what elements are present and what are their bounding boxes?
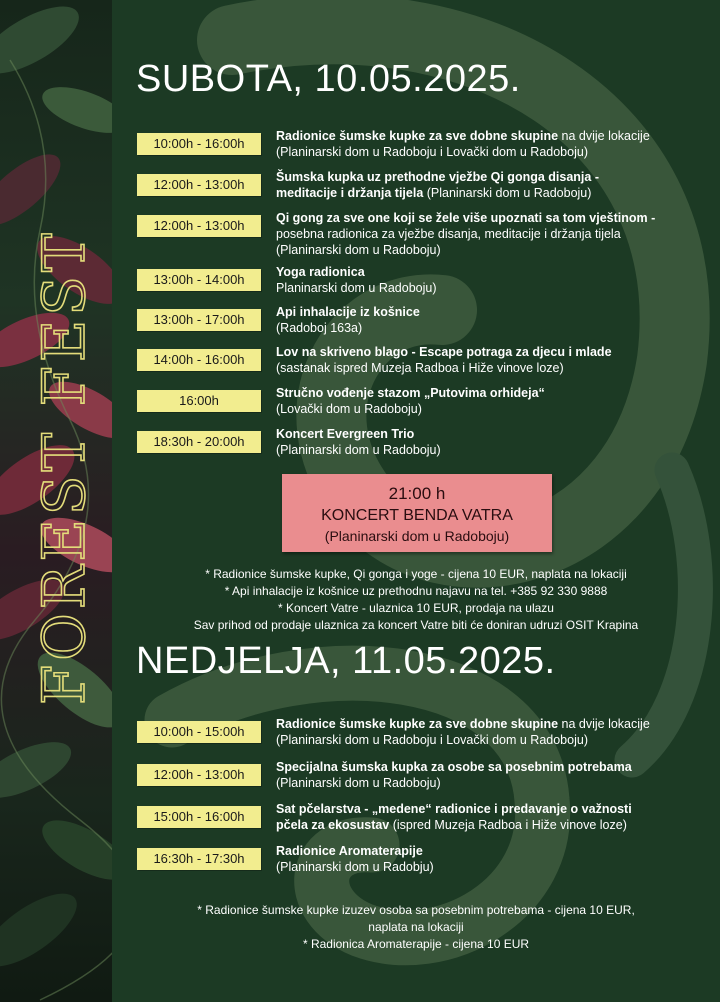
time-badge: 15:00h - 16:00h (137, 806, 261, 828)
event-row (137, 344, 707, 384)
event-title: Api inhalacije iz košnice (276, 305, 420, 319)
event-description (276, 385, 706, 417)
event-row (137, 426, 707, 466)
event-description: Sat pčelarstva - „medene“ radionice i predavanje o važnosti pčela za ekosustav (ispred Muzeja Radboa i Hiže vinove loze) (276, 801, 706, 833)
sunday-title: NEDJELJA, 11.05.2025. (136, 640, 556, 682)
event-description: Radionice šumske kupke za sve dobne skupine na dvije lokacije (Planinarski dom u Radoboju i Lovački dom u Radoboju) (276, 128, 706, 160)
time-badge: 12:00h - 13:00h (137, 215, 261, 237)
event-title: Stručno vođenje stazom „Putovima orhideja“ (276, 386, 545, 400)
event-location: (Planinarski dom u Radoboju) (276, 776, 441, 790)
event-row (137, 210, 707, 257)
program-content (112, 0, 720, 1002)
event-location: (Planinarski dom u Radobju) (276, 860, 434, 874)
event-location: (Planinarski dom u Radoboju i Lovački dom u Radoboju) (276, 145, 588, 159)
saturday-notes (112, 566, 720, 634)
time-badge: 16:00h (137, 390, 261, 412)
time-badge: 18:30h - 20:00h (137, 431, 261, 453)
event-title: Radionice šumske kupke za sve dobne skupine (276, 717, 559, 731)
event-title: Radionice šumske kupke za sve dobne skupine (276, 129, 559, 143)
time-badge: 10:00h - 16:00h (137, 133, 261, 155)
event-row (137, 264, 707, 304)
event-location: (sastanak ispred Muzeja Radboa i Hiže vinove loze) (276, 361, 564, 375)
time-badge: 13:00h - 14:00h (137, 269, 261, 291)
time-badge: 16:30h - 17:30h (137, 848, 261, 870)
event-description (276, 304, 706, 336)
event-location: (Planinarski dom u Radoboju) (423, 186, 592, 200)
event-location: Planinarski dom u Radoboju) (276, 281, 437, 295)
event-description (276, 264, 706, 296)
headline-concert-box (282, 474, 552, 552)
time-badge: 13:00h - 17:00h (137, 309, 261, 331)
note-line: * Koncert Vatre - ulaznica 10 EUR, prodaja na ulazu (278, 601, 554, 615)
event-location: (Lovački dom u Radoboju) (276, 402, 422, 416)
event-description: Radionice šumske kupke za sve dobne skupine na dvije lokacije (Planinarski dom u Radoboju i Lovački dom u Radoboju) (276, 716, 706, 748)
leaf-photo-strip (0, 0, 112, 1002)
event-row (137, 385, 707, 425)
event-title: Sat pčelarstva - „medene“ radionice i predavanje o važnosti (276, 802, 632, 816)
sunday-notes (112, 902, 720, 953)
event-description (276, 843, 706, 875)
event-row (137, 128, 707, 168)
event-title: Šumska kupka uz prethodne vježbe Qi gonga disanja - (276, 170, 599, 184)
note-line: * Radionica Aromaterapije - cijena 10 EUR (302, 937, 530, 951)
event-row (137, 843, 707, 883)
event-title: Radionice Aromaterapije (276, 844, 423, 858)
note-line: * Api inhalacije iz košnice uz prethodnu najavu na tel. +385 92 330 9888 (224, 584, 608, 598)
saturday-title: SUBOTA, 10.05.2025. (136, 58, 521, 100)
time-badge: 12:00h - 13:00h (137, 174, 261, 196)
event-location: (Planinarski dom u Radoboju) (276, 443, 441, 457)
note-line: Sav prihod od prodaje ulaznica za koncert Vatre biti će doniran udruzi OSIT Krapina (193, 618, 639, 632)
event-description: Šumska kupka uz prethodne vježbe Qi gonga disanja - meditacije i držanja tijela (Planinarski dom u Radoboju) (276, 169, 706, 201)
event-title: Yoga radionica (276, 265, 365, 279)
event-location: (Radoboj 163a) (276, 321, 363, 335)
time-badge: 10:00h - 15:00h (137, 721, 261, 743)
event-description: Qi gong za sve one koji se žele više upoznati sa tom vještinom - posebna radionica za vježbe disanja, meditacije i držanja tijela (Planinarski dom u Radoboju) (276, 210, 706, 258)
event-title: Specijalna šumska kupka za osobe sa posebnim potrebama (276, 760, 632, 774)
event-location: (ispred Muzeja Radboa i Hiže vinove loze) (389, 818, 627, 832)
event-row (137, 304, 707, 344)
note-line: naplata na lokaciji (368, 920, 464, 934)
note-line: * Radionice šumske kupke izuzev osoba sa posebnim potrebama - cijena 10 EUR, (197, 903, 635, 917)
concert-time: 21:00 h (388, 484, 446, 503)
event-row (137, 759, 707, 799)
event-description (276, 344, 706, 376)
forest-fest-logo-text: FOREST FEST (30, 229, 98, 705)
event-description (276, 759, 706, 791)
event-location: (Planinarski dom u Radoboju i Lovački dom u Radoboju) (276, 733, 588, 747)
note-line: * Radionice šumske kupke, Qi gonga i yoge - cijena 10 EUR, naplata na lokaciji (205, 567, 627, 581)
concert-title: KONCERT BENDA VATRA (321, 507, 513, 524)
event-location: (Planinarski dom u Radoboju) (276, 243, 441, 257)
time-badge: 12:00h - 13:00h (137, 764, 261, 786)
event-title: Qi gong za sve one koji se žele više upoznati sa tom vještinom - (276, 211, 656, 225)
event-title: Koncert Evergreen Trio (276, 427, 415, 441)
event-description (276, 426, 706, 458)
event-row (137, 716, 707, 756)
event-row (137, 169, 707, 209)
event-title: Lov na skriveno blago - Escape potraga za djecu i mlade (276, 345, 612, 359)
concert-location: (Planinarski dom u Radoboju) (324, 528, 510, 544)
event-row (137, 801, 707, 841)
time-badge: 14:00h - 16:00h (137, 349, 261, 371)
